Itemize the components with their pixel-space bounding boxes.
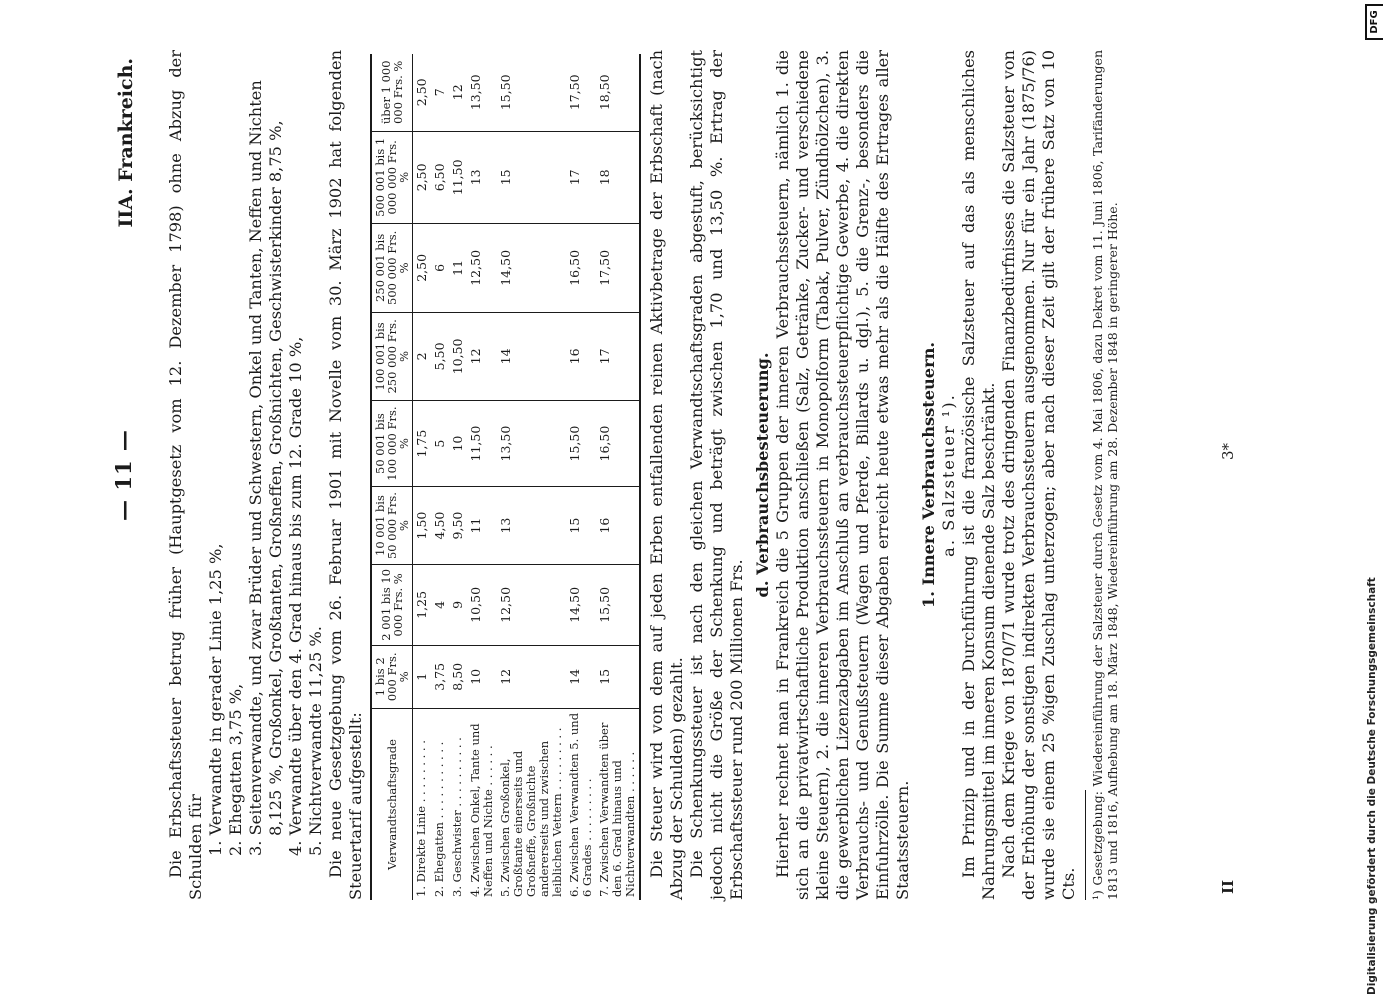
tax-tariff-table: [370, 54, 641, 900]
table-cell: 16,50: [566, 224, 596, 313]
table-cell: 16: [566, 312, 596, 401]
table-cell: 13: [497, 487, 566, 565]
table-cell-grade: 2. Ehegatten . . . . . . . . . . .: [432, 741, 446, 897]
section-1-subheading: a. Salzsteuer ¹).: [939, 393, 958, 557]
table-cell: 13,50: [497, 401, 566, 487]
table-cell: 12,50: [467, 224, 497, 313]
intro-text: Die Erbschaftssteuer betrug früher (Hauptgesetz vom 12. Dezember 1798) ohne Abzug der Schulden für: [166, 50, 205, 900]
table-cell-grade: 3. Geschwister . . . . . . . . . .: [450, 737, 464, 897]
grade-column-header: Verwandtschaftsgrade: [371, 709, 413, 901]
table-row: [566, 54, 596, 900]
table-cell: 16,50: [596, 401, 640, 487]
table-cell: 10: [449, 401, 467, 487]
table-row: [596, 54, 640, 900]
table-cell-grade: 7. Zwischen Verwandten über den 6. Grad hinaus und Nichtverwandten . . . . . .: [597, 722, 637, 897]
table-cell: 7: [431, 54, 449, 131]
table-cell: 15: [566, 487, 596, 565]
table-cell: 12,50: [497, 565, 566, 645]
table-cell: 13,50: [467, 54, 497, 131]
table-cell: 14,50: [497, 224, 566, 313]
footnote-divider: [1085, 790, 1086, 900]
table-cell: 18: [596, 131, 640, 224]
column-header: 250 001 bis 500 000 Frs. %: [371, 224, 413, 313]
table-cell-grade: 4. Zwischen Onkel, Tante und Neffen und Nichte . . . . . .: [468, 723, 495, 897]
dfg-logo: DFG: [1365, 4, 1383, 40]
table-cell: 11: [467, 487, 497, 565]
table-cell: 2,50: [413, 224, 432, 313]
list-item: 2. Ehegatten 3,75 %,: [226, 683, 245, 856]
table-row: [431, 54, 449, 900]
table-cell: 15: [497, 131, 566, 224]
table-cell: 12: [449, 54, 467, 131]
dfg-credit-text: Digitalisierung gefördert durch die Deutsche Forschungsgemeinschaft: [1366, 577, 1378, 995]
table-cell: 1,75: [413, 401, 432, 487]
table-cell: 9,50: [449, 487, 467, 565]
list-item: 5. Nichtverwandte 11,25 %.: [306, 626, 325, 856]
table-cell: 5: [431, 401, 449, 487]
table-cell: 2,50: [413, 54, 432, 131]
table-cell: 12: [497, 645, 566, 708]
running-title: IIA. Frankreich.: [115, 58, 137, 228]
page-number: — 11 —: [111, 429, 136, 521]
table-cell: 1,25: [413, 565, 432, 645]
list-item: 3. Seitenverwandte, und zwar Brüder und Schwestern, Onkel und Tanten, Neffen und Nichten 8,125 %, Großonkel, Großtanten, Großneffen, Großnichten, Geschwisterkinder 8,75 %,: [246, 80, 285, 856]
footnote: ¹) Gesetzgebung: Wiedereinführung der Salzsteuer durch Gesetz vom 4. Mai 1806, dazu Dekret vom 11. Juni 1806, Tarifänderungen 1813 und 1816, Aufhebung am 18. März 1848, Wiedereinführung am 28. Dezember 1848 in geringerer Höhe.: [1090, 50, 1120, 900]
table-cell: 6,50: [431, 131, 449, 224]
column-header: 2 001 bis 10 000 Frs. %: [371, 565, 413, 645]
section-d-text: Hierher rechnet man in Frankreich die 5 Gruppen der inneren Verbrauchssteuern, nämlich 1. die sich an die privatwirtschaftliche Produktion anschließen (Salz, Getränke, Zucker- und verschiedene kleine Steuern), 2. die inneren Verbrauchssteuern in Monopolform (Tabak, Pulver, Zündhölzchen), 3. die gewerblichen Lizenzabgaben im Anschluß an verbrauchssteuerpflichtige Gewerbe, 4. die direkten Verbrauchs- und Genußsteuern (Wagen und Pferde, Billards u. dgl.), 5. die Grenz-, besonders die Einfuhrzölle. Die Summe dieser Abgaben erreicht heute etwas mehr als die Hälfte des Ertrages aller Staatssteuern.: [773, 50, 912, 900]
table-cell: 17,50: [596, 224, 640, 313]
table-row: [467, 54, 497, 900]
table-row: [413, 54, 432, 900]
table-cell: 6: [431, 224, 449, 313]
table-cell: 11: [449, 224, 467, 313]
column-header: 50 001 bis 100 000 Frs. %: [371, 401, 413, 487]
table-cell: 8,50: [449, 645, 467, 708]
salt-tax-paragraph-2: Nach dem Kriege von 1870/71 wurde trotz des dringenden Finanzbedürfnisses die Salzsteuer von der Erhöhung der sonstigen indirekten Verbrauchssteuern ausgenommen. Nur für ein Jahr (1875/76) wurde sie einem 25 %igen Zuschlag unterzogen; aber nach dieser Zeit gilt der frühere Satz von 10 Cts.: [999, 50, 1078, 900]
table-cell: 13: [467, 131, 497, 224]
table-cell: 14: [497, 312, 566, 401]
table-cell-grade: 6. Zwischen Verwandten 5. und 6 Grades . . . . . . . . .: [567, 712, 594, 897]
signature-mark-right: 3*: [1219, 442, 1237, 460]
table-header-row: [371, 54, 413, 900]
table-cell: 17,50: [566, 54, 596, 131]
column-header: über 1 000 000 Frs. %: [371, 54, 413, 131]
section-1-heading: 1. Innere Verbrauchssteuern.: [919, 341, 938, 609]
page-header: [110, 50, 154, 900]
table-cell: 15: [596, 645, 640, 708]
table-cell: 9: [449, 565, 467, 645]
old-rates-list: [206, 50, 326, 900]
section-d-heading: d. Verbrauchsbesteuerung.: [753, 352, 772, 598]
table-cell: 15,50: [596, 565, 640, 645]
rotated-page: [110, 50, 1250, 900]
table-body: [413, 54, 641, 900]
table-cell: 10,50: [467, 565, 497, 645]
table-cell: 17: [566, 131, 596, 224]
table-cell-grade: 1. Direkte Linie . . . . . . . . .: [414, 740, 428, 897]
list-item: 1. Verwandte in gerader Linie 1,25 %,: [206, 543, 225, 856]
table-cell: 11,50: [449, 131, 467, 224]
signature-mark: II: [1219, 879, 1237, 894]
table-cell: 3,75: [431, 645, 449, 708]
table-row: [449, 54, 467, 900]
table-cell: 4,50: [431, 487, 449, 565]
table-cell: 12: [467, 312, 497, 401]
list-item: 4. Verwandte über den 4. Grad hinaus bis zum 12. Grade 10 %,: [286, 336, 305, 856]
table-cell: 17: [596, 312, 640, 401]
table-cell: 16: [596, 487, 640, 565]
table-row: [497, 54, 566, 900]
column-header: 100 001 bis 250 000 Frs. %: [371, 312, 413, 401]
salt-tax-paragraph-1: Im Prinzip und in der Durchführung ist die französische Salzsteuer auf das als menschliches Nahrungsmittel im inneren Konsum dienende Salz beschränkt.: [959, 50, 998, 900]
table-cell: 1,50: [413, 487, 432, 565]
table-cell: 18,50: [596, 54, 640, 131]
table-cell: 15,50: [566, 401, 596, 487]
dfg-side-strip: [1363, 5, 1383, 995]
table-cell: 14,50: [566, 565, 596, 645]
table-cell: 4: [431, 565, 449, 645]
new-law-text: Die neue Gesetzgebung vom 26. Februar 1901 mit Novelle vom 30. März 1902 hat folgenden Steuertarif aufgestellt:: [326, 50, 365, 900]
page-body: [166, 50, 1120, 900]
after-table-text-1: Die Steuer wird von dem auf jeden Erben entfallenden reinen Aktivbetrage der Erbschaft (nach Abzug der Schulden) gezahlt.: [647, 50, 686, 900]
table-cell: 15,50: [497, 54, 566, 131]
table-cell: 2,50: [413, 131, 432, 224]
table-cell: 5,50: [431, 312, 449, 401]
table-cell: 14: [566, 645, 596, 708]
column-header: 1 bis 2 000 Frs. %: [371, 645, 413, 708]
column-header: 500 001 bis 1 000 000 Frs. %: [371, 131, 413, 224]
table-cell: 10: [467, 645, 497, 708]
table-cell: 11,50: [467, 401, 497, 487]
table-cell: 2: [413, 312, 432, 401]
column-header: 10 001 bis 50 000 Frs. %: [371, 487, 413, 565]
after-table-text-2: Die Schenkungssteuer ist nach den gleichen Verwandtschaftsgraden abgestuft, berücksichtigt jedoch nicht die Größe der Schenkung und beträgt zwischen 1,70 und 13,50 %. Ertrag der Erbschaftssteuer rund 200 Millionen Frs.: [687, 50, 746, 900]
table-cell: 1: [413, 645, 432, 708]
table-cell: 10,50: [449, 312, 467, 401]
table-cell-grade: 5. Zwischen Großonkel, Großtante einerseits und Großneffe, Großnichte andererseits und zwischen leiblichen Vettern . . . . . . . . .: [498, 727, 564, 897]
